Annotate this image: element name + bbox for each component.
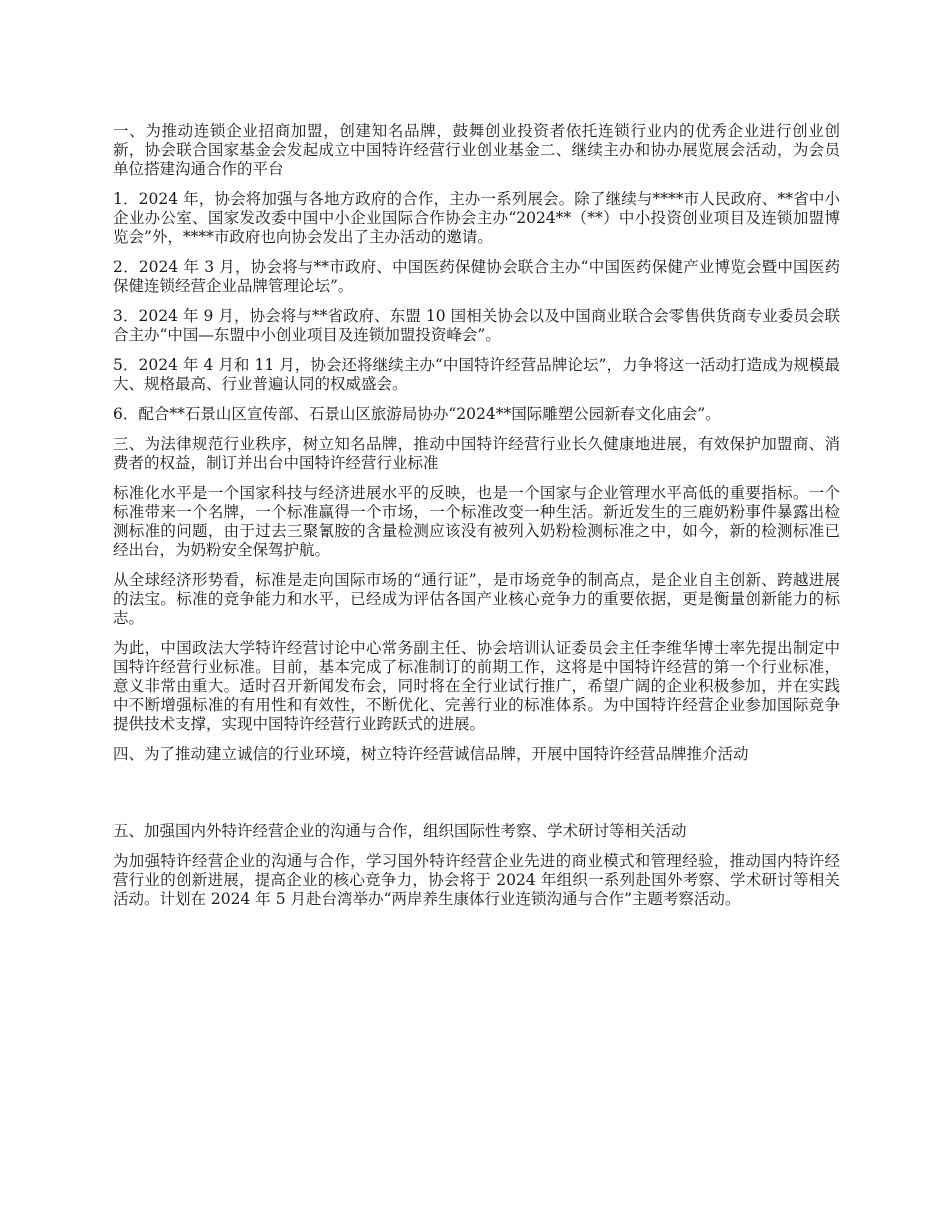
industry-standard-paragraph: 为此，中国政法大学特许经营讨论中心常务副主任、协会培训认证委员会主任李维华博士率先提出制定中国特许经营行业标准。目前，基本完成了标准制订的前期工作，这将是中国特许经营的第一个行业标准，意义非常由重大。适时召开新闻发布会，同时将在全行业试行推广，希望广阔的企业积极参加，并在实践中不断增强标准的有用性和有效性，不断优化、完善行业的标准体系。为中国特许经营企业参加国际竞争提供技术支撑，实现中国特许经营行业跨跃式的进展。	[113, 639, 840, 733]
international-exchange-paragraph: 为加强特许经营企业的沟通与合作，学习国外特许经营企业先进的商业模式和管理经验，推动国内特许经营行业的创新进展，提高企业的核心竞争力，协会将于 2024 年组织一系列赴国外考察、学术研讨等相关活动。计划在 2024 年 5 月赴台湾举办“两岸养生康体行业连锁沟通与合作”主题考察活动。	[113, 852, 840, 908]
section-5-heading: 五、加强国内外特许经营企业的沟通与合作，组织国际性考察、学术研讨等相关活动	[113, 822, 687, 840]
standardization-paragraph: 标准化水平是一个国家科技与经济进展水平的反映，也是一个国家与企业管理水平高低的重要指标。一个标准带来一个名牌，一个标准赢得一个市场，一个标准改变一种生活。新近发生的三鹿奶粉事件暴露出检测标准的问题，由于过去三聚氰胺的含量检测应该没有被列入奶粉检测标准之中，如今，新的检测标准已经出台，为奶粉安全保驾护航。	[113, 484, 840, 559]
section-4-heading: 四、为了推动建立诚信的行业环境，树立特许经营诚信品牌，开展中国特许经营品牌推介活动	[113, 745, 749, 763]
item-3-paragraph: 3．2024 年 9 月，协会将与**省政府、东盟 10 国相关协会以及中国商业联合会零售供货商专业委员会联合主办“中国—东盟中小创业项目及连锁加盟投资峰会”。	[113, 307, 840, 344]
item-1-paragraph: 1．2024 年，协会将加强与各地方政府的合作，主办一系列展会。除了继续与****市人民政府、**省中小企业办公室、国家发改委中国中小企业国际合作协会主办“2024**（**）中小投资创业项目及连锁加盟博览会”外，****市政府也向协会发出了主办活动的邀请。	[113, 190, 840, 246]
item-6-paragraph: 6．配合**石景山区宣传部、石景山区旅游局协办“2024**国际雕塑公园新春文化庙会”。	[113, 405, 721, 423]
item-5-paragraph: 5．2024 年 4 月和 11 月，协会还将继续主办“中国特许经营品牌论坛”，力争将这一活动打造成为规模最大、规格最高、行业普遍认同的权威盛会。	[113, 356, 840, 393]
section-3-heading: 三、为法律规范行业秩序，树立知名品牌，推动中国特许经营行业长久健康地进展，有效保护加盟商、消费者的权益，制订并出台中国特许经营行业标准	[113, 435, 840, 472]
section-1-heading: 一、为推动连锁企业招商加盟，创建知名品牌，鼓舞创业投资者依托连锁行业内的优秀企业进行创业创新，协会联合国家基金会发起成立中国特许经营行业创业基金二、继续主办和协办展览展会活动，为会员单位搭建沟通合作的平台	[113, 122, 840, 178]
document-body	[113, 122, 840, 920]
global-economy-paragraph: 从全球经济形势看，标准是走向国际市场的“通行证”，是市场竞争的制高点，是企业自主创新、跨越进展的法宝。标准的竞争能力和水平，已经成为评估各国产业核心竞争力的重要依据，更是衡量创新能力的标志。	[113, 571, 840, 627]
blank-gap	[113, 775, 840, 822]
item-2-paragraph: 2．2024 年 3 月，协会将与**市政府、中国医药保健协会联合主办“中国医药保健产业博览会暨中国医药保健连锁经营企业品牌管理论坛”。	[113, 258, 840, 295]
